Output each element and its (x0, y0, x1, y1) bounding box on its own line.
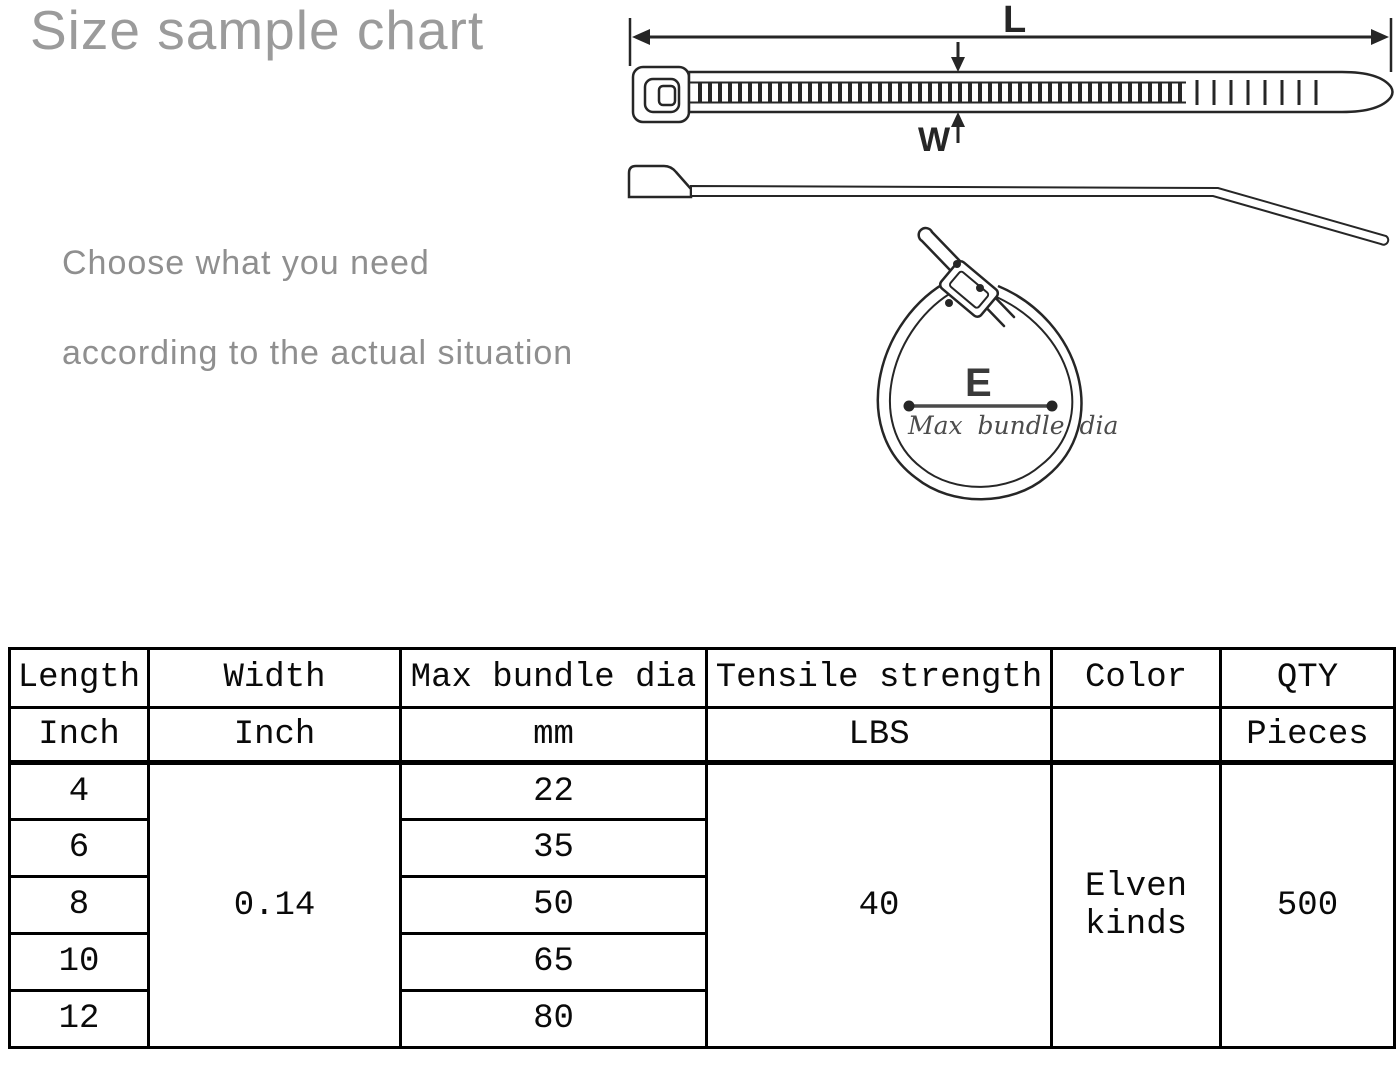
header-length: Length (10, 649, 149, 708)
diameter-endpoint-right (1047, 401, 1058, 412)
length-cell: 10 (10, 934, 149, 991)
width-arrowhead-top (951, 57, 965, 72)
header-color: Color (1052, 649, 1221, 708)
dia-cell: 35 (401, 820, 707, 877)
width-dim-label: W (918, 121, 951, 159)
tie-head-outline (633, 67, 689, 122)
dia-cell: 80 (401, 991, 707, 1048)
loop-tail-tip (919, 228, 932, 241)
unit-tensile: LBS (707, 708, 1052, 763)
length-arrowhead-right (1371, 29, 1389, 45)
diameter-dim-label: E (965, 361, 992, 405)
max-bundle-dia-caption: Max bundle dia (908, 411, 1119, 440)
dia-cell: 65 (401, 934, 707, 991)
subtitle-line-2: according to the actual situation (62, 334, 574, 372)
tensile-cell: 40 (707, 763, 1052, 1048)
side-strap (691, 186, 1388, 245)
cable-tie-diagram (0, 0, 1399, 540)
unit-dia: mm (401, 708, 707, 763)
header-qty: QTY (1221, 649, 1395, 708)
length-dim-label: L (1003, 0, 1027, 41)
unit-qty: Pieces (1221, 708, 1395, 763)
unit-color (1052, 708, 1221, 763)
loop-joint-dot-2 (976, 284, 984, 292)
table-unit-row (10, 708, 1395, 763)
serration-teeth (700, 83, 1180, 102)
side-head (629, 166, 691, 197)
page-title: Size sample chart (30, 0, 485, 61)
unit-length: Inch (10, 708, 149, 763)
header-dia: Max bundle dia (401, 649, 707, 708)
length-arrowhead-left (632, 29, 650, 45)
table-header-row (10, 649, 1395, 708)
qty-cell: 500 (1221, 763, 1395, 1048)
width-cell: 0.14 (149, 763, 401, 1048)
cable-tie-side-view (629, 166, 1388, 245)
length-cell: 6 (10, 820, 149, 877)
table-row (10, 763, 1395, 820)
length-cell: 12 (10, 991, 149, 1048)
length-cell: 4 (10, 763, 149, 820)
diameter-endpoint-left (904, 401, 915, 412)
dia-cell: 50 (401, 877, 707, 934)
subtitle-line-1: Choose what you need (62, 244, 430, 282)
loop-joint-dot-1 (953, 260, 961, 268)
width-arrowhead-bottom (951, 112, 965, 127)
unit-width: Inch (149, 708, 401, 763)
size-table (8, 647, 1396, 1049)
length-cell: 8 (10, 877, 149, 934)
loop-joint-dot-3 (945, 299, 953, 307)
header-width: Width (149, 649, 401, 708)
dia-cell: 22 (401, 763, 707, 820)
header-tensile: Tensile strength (707, 649, 1052, 708)
color-cell: Elven kinds (1052, 763, 1221, 1048)
